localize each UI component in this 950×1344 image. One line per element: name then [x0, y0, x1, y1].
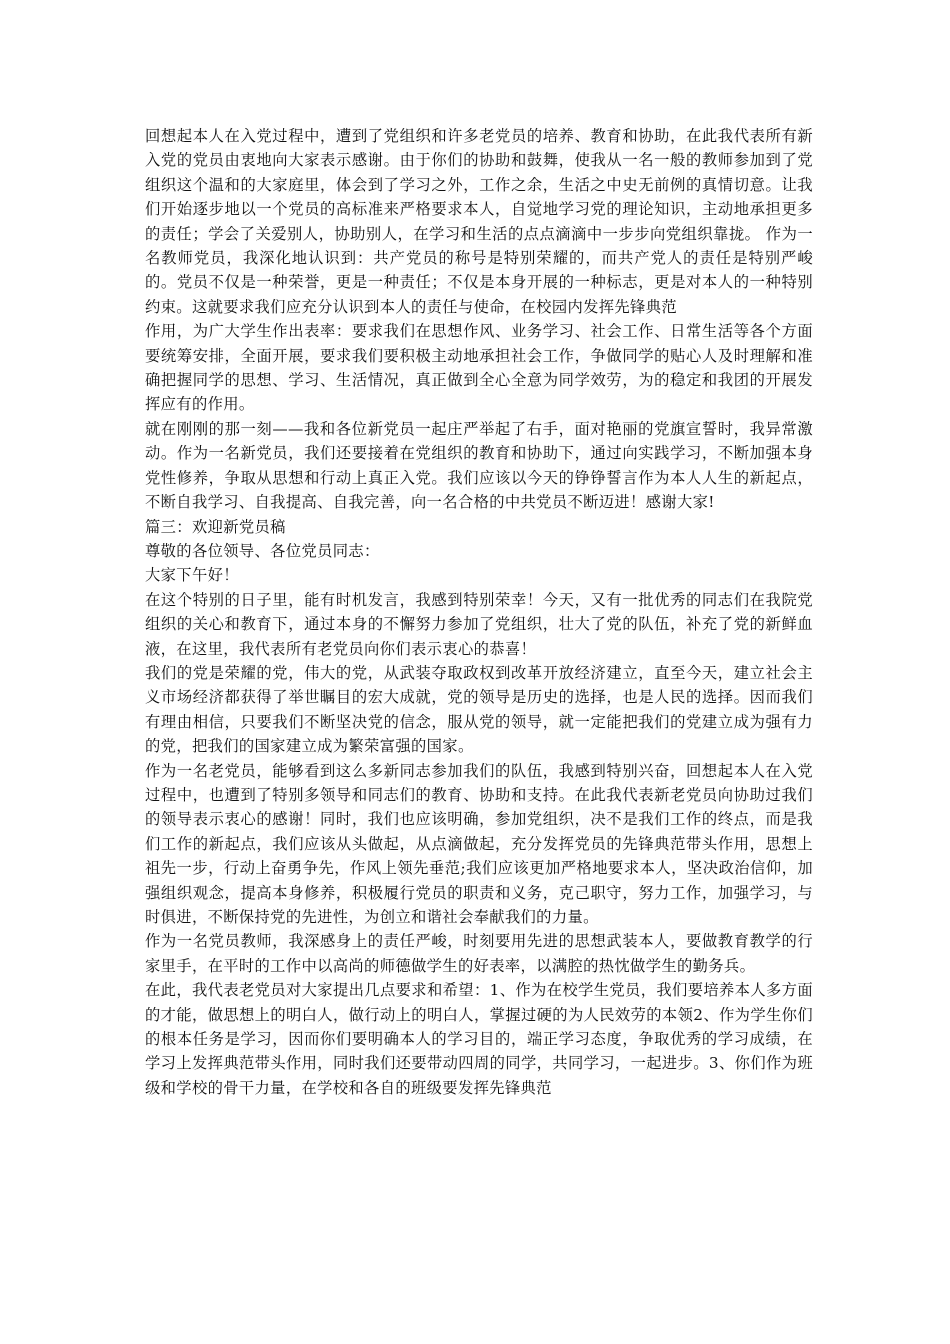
salutation: 尊敬的各位领导、各位党员同志： — [145, 541, 380, 560]
paragraph-intro-reflection: 回想起本人在入党过程中，遭到了党组织和许多老党员的培养、教育和协助，在此我代表所有新入党的党员由衷地向大家表示感谢。由于你们的协助和鼓舞，使我从一名一般的教师参加到了党组织这个温和的大家庭里，体会到了学习之外，工作之余，生活之中史无前例的真情切意。让我们开始逐步地以一个党员的高标准来严格要求本人，自觉地学习党的理论知识，主动地承担更多的责任；学会了关爱别人，协助别人，在学习和生活的点点滴滴中一步步向党组织靠拢。 作为一名教师党员，我深化地认识到：共产党员的称号是特别荣耀的，而共产党人的责任是特别严峻的。党员不仅是一种荣誉，更是一种责任；不仅是本身开展的一种标志，更是对本人的一种特别约束。这就要求我们应充分认识到本人的责任与使命，在校园内发挥先锋典范 — [145, 127, 813, 316]
paragraph-congratulation: 在这个特别的日子里，能有时机发言，我感到特别荣幸！今天，又有一批优秀的同志们在我院党组织的关心和教育下，通过本身的不懈努力参加了党组织，壮大了党的队伍，补充了党的新鲜血液，在这里，我代表所有老党员向你们表示衷心的恭喜！ — [145, 590, 813, 658]
paragraph-role-model: 作用，为广大学生作出表率：要求我们在思想作风、业务学习、社会工作、日常生活等各个方面要统筹安排，全面开展，要求我们要积极主动地承担社会工作，争做同学的贴心人及时理解和准确把握同学的思想、学习、生活情况，真正做到全心全意为同学效劳，为的稳定和我团的开展发挥应有的作用。 — [145, 322, 813, 414]
paragraph-veteran-member: 作为一名老党员，能够看到这么多新同志参加我们的队伍，我感到特别兴奋，回想起本人在入党过程中，也遭到了特别多领导和同志们的教育、协助和支持。在此我代表新老党员向协助过我们的领导表示衷心的感谢！同时，我们也应该明确，参加党组织，决不是我们工作的终点，而是我们工作的新起点，我们应该从头做起，从点滴做起，充分发挥党员的先锋典范带头作用，思想上祖先一步，行动上奋勇争先，作风上领先垂范;我们应该更加严格地要求本人，坚决政治信仰，加强组织观念，提高本身修养，积极履行党员的职责和义务，克己职守，努力工作，加强学习，与时俱进，不断保持党的先进性，为创立和谐社会奉献我们的力量。 — [145, 761, 813, 926]
document-body — [145, 124, 813, 1100]
paragraph-oath: 就在刚刚的那一刻——我和各位新党员一起庄严举起了右手，面对艳丽的党旗宣誓时，我异常激动。作为一名新党员，我们还要接着在党组织的教育和协助下，通过向实践学习，不断加强本身党性修养，争取从思想和行动上真正入党。我们应该以今天的铮铮誓言作为本人人生的新起点，不断自我学习、自我提高、自我完善，向一名合格的中共党员不断迈进！感谢大家! — [145, 419, 813, 512]
paragraph-party-glory: 我们的党是荣耀的党，伟大的党，从武装夺取政权到改革开放经济建立，直至今天，建立社会主义市场经济都获得了举世瞩目的宏大成就，党的领导是历史的选择，也是人民的选择。因而我们有理由相信，只要我们不断坚决党的信念，服从党的领导，就一定能把我们的党建立成为强有力的党，把我们的国家建立成为繁荣富强的国家。 — [145, 663, 813, 756]
paragraph-teacher-member: 作为一名党员教师，我深感身上的责任严峻，时刻要用先进的思想武装本人，要做教育教学的行家里手，在平时的工作中以高尚的师德做学生的好表率，以满腔的热忱做学生的勤务兵。 — [145, 932, 813, 975]
paragraph-requirements: 在此，我代表老党员对大家提出几点要求和希望：1、作为在校学生党员，我们要培养本人多方面的才能，做思想上的明白人，做行动上的明白人，掌握过硬的为人民效劳的本领2、作为学生你们的根本任务是学习，因而你们要明确本人的学习目的，端正学习态度，争取优秀的学习成绩，在学习上发挥典范带头作用，同时我们还要带动四周的同学，共同学习，一起进步。3、你们作为班级和学校的骨干力量，在学校和各自的班级要发挥先锋典范 — [145, 981, 813, 1097]
greeting: 大家下午好！ — [145, 566, 239, 585]
section-heading: 篇三：欢迎新党员稿 — [145, 517, 286, 536]
